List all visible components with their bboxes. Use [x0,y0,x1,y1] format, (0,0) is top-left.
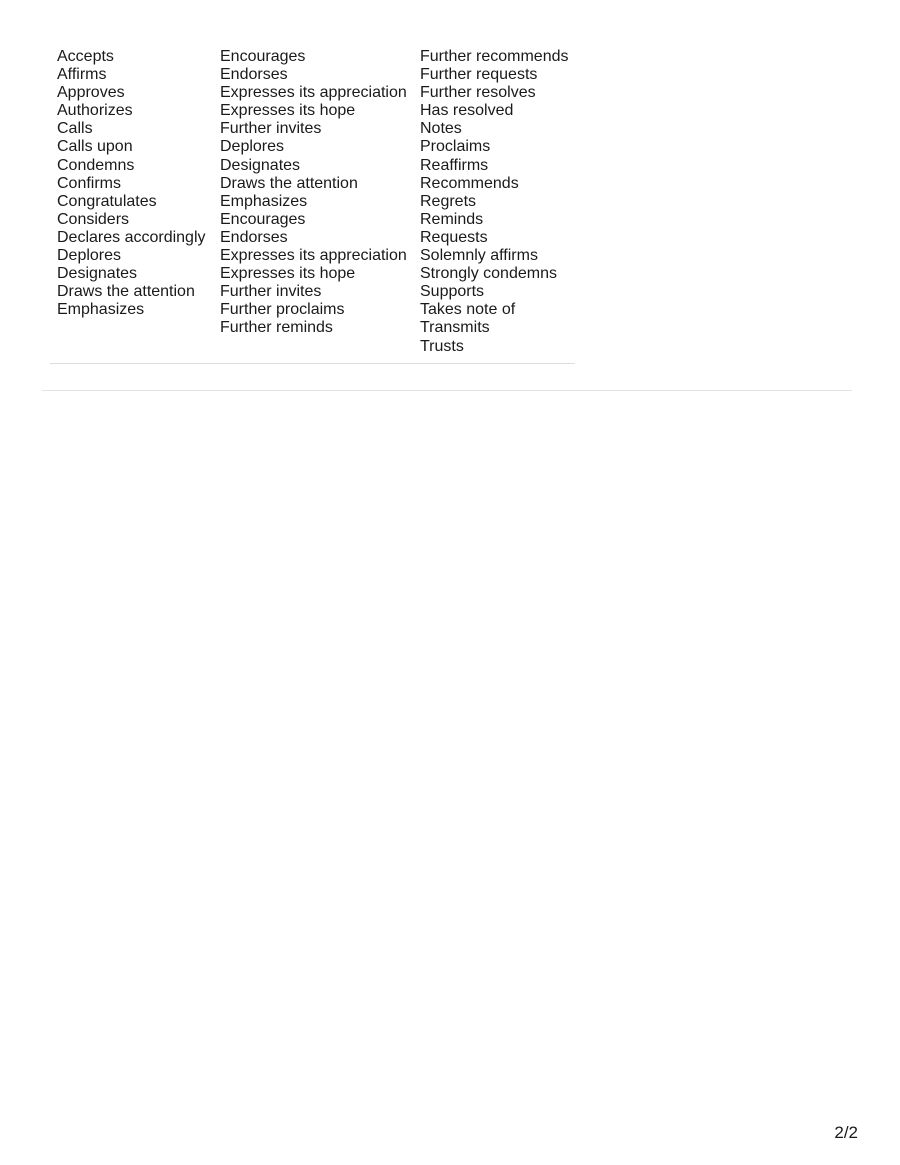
list-item: Further proclaims [220,301,345,319]
list-item: Deplores [220,138,285,156]
list-item: Declares accordingly [57,228,206,246]
list-item: Approves [57,84,125,102]
list-item: Proclaims [420,138,491,156]
list-item: Further reminds [220,319,333,337]
list-item: Expresses its appreciation [220,247,407,265]
column-2 [213,48,413,338]
list-item: Further recommends [420,48,569,65]
list-item: Endorses [220,228,288,246]
list-item: Further requests [420,66,538,84]
list-item: Transmits [420,319,490,337]
list-item: Draws the attention [220,174,358,192]
list-item: Draws the attention [57,283,195,301]
list-item: Deplores [57,247,122,265]
list-item: Considers [57,210,130,228]
list-item: Recommends [420,174,519,192]
list-item: Further invites [220,120,322,138]
page-number: 2/2 [834,1123,858,1142]
list-item: Condemns [57,156,135,174]
list-item: Encourages [220,210,306,228]
list-item: Expresses its hope [220,102,356,120]
list-item: Accepts [57,48,114,65]
list-item: Trusts [420,337,464,355]
list-item: Designates [220,156,301,174]
column-1 [50,48,213,319]
list-item: Authorizes [57,102,133,120]
list-item: Solemnly affirms [420,247,538,265]
list-item: Confirms [57,174,122,192]
page-divider [42,390,852,391]
list-item: Affirms [57,66,107,84]
list-item: Expresses its appreciation [220,84,407,102]
table-columns [50,48,575,356]
list-item: Congratulates [57,192,157,210]
list-item: Regrets [420,192,477,210]
list-item: Calls [57,120,93,138]
list-item: Reminds [420,210,484,228]
list-item: Encourages [220,48,306,65]
list-item: Supports [420,283,485,301]
list-item: Reaffirms [420,156,489,174]
list-item: Has resolved [420,102,514,120]
column-3 [413,48,575,356]
list-item: Endorses [220,66,288,84]
list-item: Further resolves [420,84,536,102]
list-item: Emphasizes [57,301,145,319]
list-item: Calls upon [57,138,133,156]
list-item: Strongly condemns [420,265,557,283]
list-item: Takes note of [420,301,516,319]
list-item: Expresses its hope [220,265,356,283]
list-item: Notes [420,120,462,138]
operative-clauses-table [50,48,575,364]
list-item: Requests [420,228,488,246]
list-item: Further invites [220,283,322,301]
list-item: Emphasizes [220,192,308,210]
list-item: Designates [57,265,138,283]
